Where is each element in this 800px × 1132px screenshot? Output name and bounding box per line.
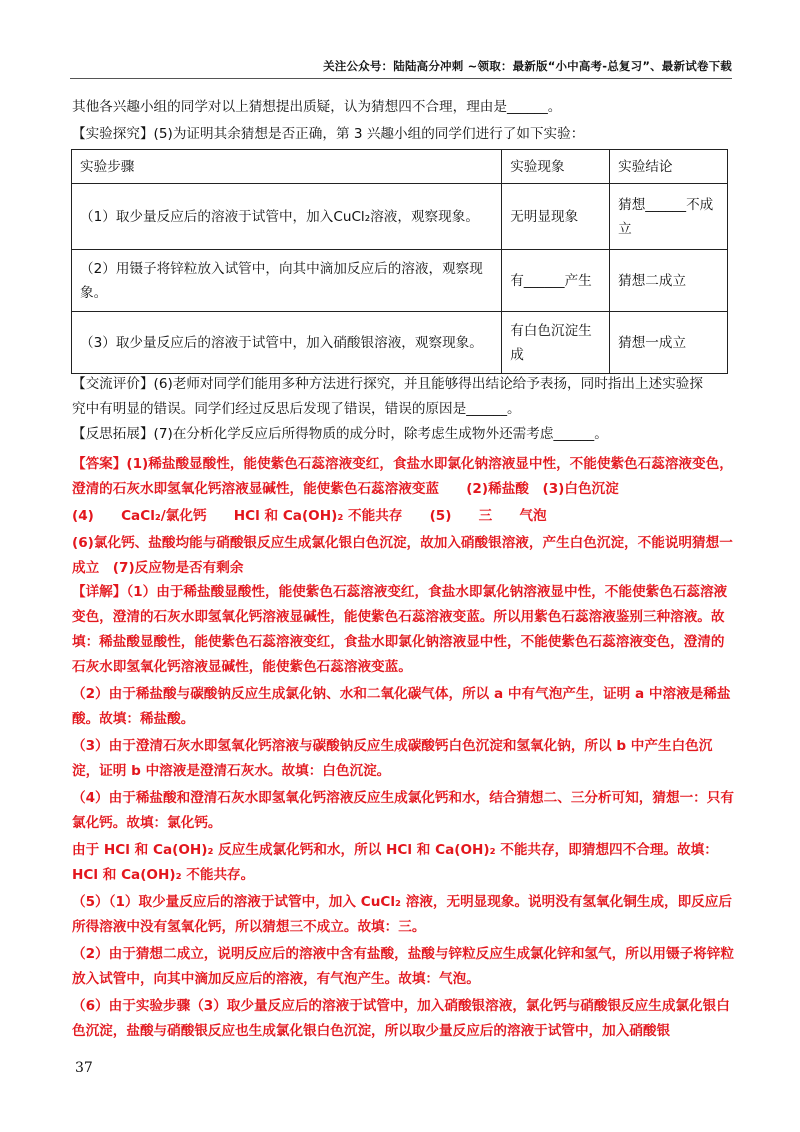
phenomenon-cell: 无明显现象 [502, 184, 610, 250]
detail-block [72, 580, 734, 1046]
phenomenon-cell: 有白色沉淀生成 [502, 312, 610, 374]
table-header-row [72, 150, 728, 184]
phenomenon-cell: 有______产生 [502, 250, 610, 312]
detail-paragraph: （5）（1）取少量反应后的溶液于试管中，加入 CuCl₂ 溶液，无明显现象。说明没有氢氧化铜生成，即反应后所得溶液中没有氢氧化钙，所以猜想三不成立。故填：三。 [72, 894, 732, 935]
table-row [72, 184, 728, 250]
answer-block [72, 452, 734, 583]
answer-part-1: 【答案】(1)稀盐酸显酸性，能使紫色石蕊溶液变红，食盐水即氯化钠溶液显中性，不能使紫色石蕊溶液变色，澄清的石灰水即氢氧化钙溶液显碱性，能使紫色石蕊溶液变蓝 (2)稀盐酸 (3)白色沉淀 [72, 456, 733, 497]
experiment-table [71, 149, 728, 374]
answer-part-3: (6)氯化钙、盐酸均能与硝酸银反应生成氯化银白色沉淀，故加入硝酸银溶液，产生白色沉淀，不能说明猜想一成立 (7)反应物是否有剩余 [72, 535, 733, 576]
detail-paragraph: （4）由于稀盐酸和澄清石灰水即氢氧化钙溶液反应生成氯化钙和水，结合猜想二、三分析可知，猜想一：只有氯化钙。故填：氯化钙。 [72, 790, 734, 831]
step-cell: （1）取少量反应后的溶液于试管中，加入CuCl₂溶液，观察现象。 [72, 184, 502, 250]
header-phenomenon: 实验现象 [502, 150, 610, 184]
experiment-heading: 【实验探究】(5)为证明其余猜想是否正确，第 3 兴趣小组的同学们进行了如下实验： [72, 126, 585, 142]
page-number: 37 [75, 1060, 93, 1076]
page-header: 关注公众号：陆陆高分冲刺 ~领取：最新版“小中高考-总复习”、最新试卷下载 [323, 59, 732, 73]
evaluation-line-1: 【交流评价】(6)老师对同学们能用多种方法进行探究，并且能够得出结论给予表扬，同时指出上述实验探 [72, 376, 703, 392]
question-line-reason: 其他各兴趣小组的同学对以上猜想提出质疑，认为猜想四不合理，理由是______。 [72, 99, 562, 115]
table-row [72, 312, 728, 374]
step-cell: （2）用镊子将锌粒放入试管中，向其中滴加反应后的溶液，观察现象。 [72, 250, 502, 312]
detail-paragraph: （2）由于稀盐酸与碳酸钠反应生成氯化钠、水和二氧化碳气体，所以 a 中有气泡产生，证明 a 中溶液是稀盐酸。故填：稀盐酸。 [72, 686, 731, 727]
header-step: 实验步骤 [72, 150, 502, 184]
answer-part-2: (4) CaCl₂/氯化钙 HCl 和 Ca(OH)₂ 不能共存 (5) 三 气泡 [72, 508, 547, 524]
conclusion-cell: 猜想______不成立 [610, 184, 728, 250]
detail-paragraph: （3）由于澄清石灰水即氢氧化钙溶液与碳酸钠反应生成碳酸钙白色沉淀和氢氧化钠，所以 b 中产生白色沉淀，证明 b 中溶液是澄清石灰水。故填：白色沉淀。 [72, 738, 713, 779]
detail-paragraph: 【详解】（1）由于稀盐酸显酸性，能使紫色石蕊溶液变红，食盐水即氯化钠溶液显中性，不能使紫色石蕊溶液变色，澄清的石灰水即氢氧化钙溶液显碱性，能使紫色石蕊溶液变蓝。所以用紫色石蕊溶液鉴别三种溶液。故填：稀盐酸显酸性，能使紫色石蕊溶液变红，食盐水即氯化钠溶液显中性，不能使紫色石蕊溶液变色，澄清的石灰水即氢氧化钙溶液显碱性，能使紫色石蕊溶液变蓝。 [72, 584, 728, 675]
header-conclusion: 实验结论 [610, 150, 728, 184]
conclusion-cell: 猜想二成立 [610, 250, 728, 312]
reflection-line: 【反思拓展】(7)在分析化学反应后所得物质的成分时，除考虑生成物外还需考虑______。 [72, 426, 608, 442]
step-cell: （3）取少量反应后的溶液于试管中，加入硝酸银溶液，观察现象。 [72, 312, 502, 374]
detail-paragraph: （2）由于猜想二成立，说明反应后的溶液中含有盐酸，盐酸与锌粒反应生成氯化锌和氢气，所以用镊子将锌粒放入试管中，向其中滴加反应后的溶液，有气泡产生。故填：气泡。 [72, 946, 734, 987]
header-divider [70, 78, 732, 79]
detail-paragraph: 由于 HCl 和 Ca(OH)₂ 反应生成氯化钙和水，所以 HCl 和 Ca(OH)₂ 不能共存，即猜想四不合理。故填：HCl 和 Ca(OH)₂ 不能共存。 [72, 842, 718, 883]
conclusion-cell: 猜想一成立 [610, 312, 728, 374]
table-row [72, 250, 728, 312]
evaluation-line-2: 究中有明显的错误。同学们经过反思后发现了错误，错误的原因是______。 [72, 401, 521, 417]
detail-paragraph: （6）由于实验步骤（3）取少量反应后的溶液于试管中，加入硝酸银溶液，氯化钙与硝酸银反应生成氯化银白色沉淀，盐酸与硝酸银反应也生成氯化银白色沉淀，所以取少量反应后的溶液于试管中，加入硝酸银 [72, 998, 730, 1039]
